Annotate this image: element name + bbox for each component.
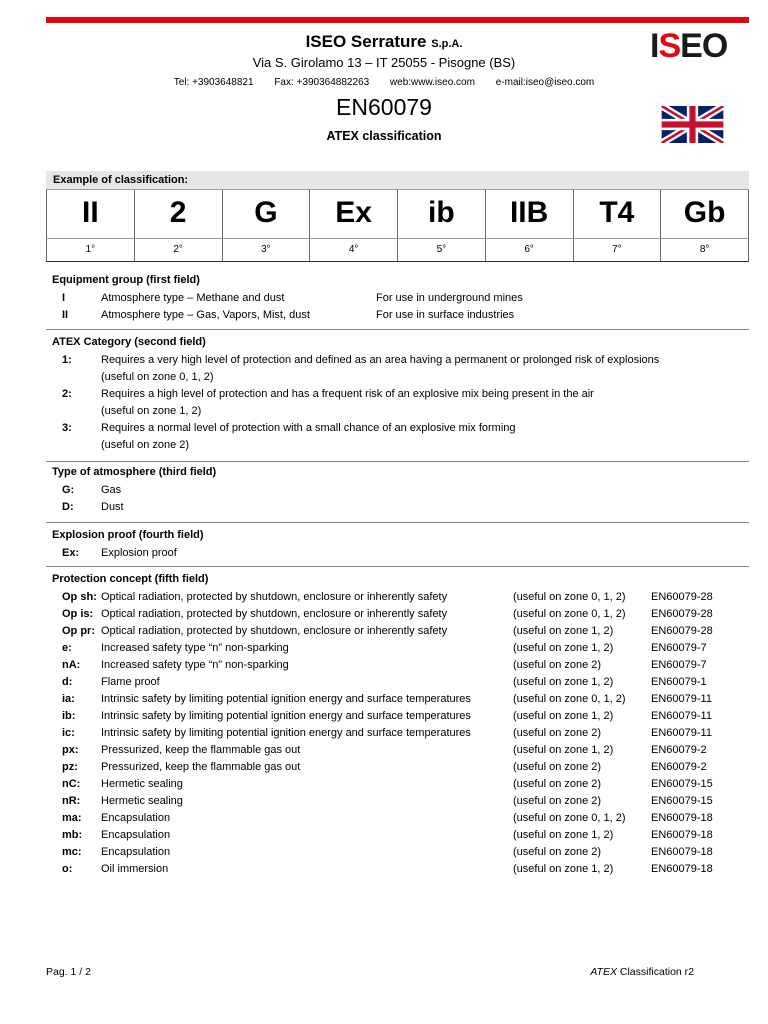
item-usage: (useful on zone 1, 2): [513, 744, 614, 756]
item-description: Atmosphere type – Gas, Vapors, Mist, dust: [101, 309, 310, 321]
company-suffix: S.p.A.: [431, 38, 463, 50]
item-usage: For use in surface industries: [376, 309, 515, 321]
item-description: Intrinsic safety by limiting potential ignition energy and surface temperatures: [101, 727, 471, 739]
item-code: nA:: [62, 659, 81, 671]
table-row: [46, 606, 749, 623]
list-item: [46, 482, 749, 499]
classification-code: II: [46, 190, 134, 238]
web-text: web:www.iseo.com: [389, 77, 475, 88]
item-standard: EN60079-1: [651, 676, 707, 688]
item-usage: (useful on zone 1, 2): [513, 710, 614, 722]
table-row: [46, 674, 749, 691]
item-standard: EN60079-2: [651, 744, 707, 756]
explosion-proof-section: [46, 529, 749, 562]
item-usage: (useful on zone 1, 2): [513, 625, 614, 637]
item-usage: (useful on zone 1, 2): [101, 405, 202, 417]
classification-position: 5°: [397, 239, 485, 261]
list-item-continuation: [46, 437, 749, 454]
page-number: Pag. 1 / 2: [46, 966, 91, 978]
classification-position: 2°: [134, 239, 222, 261]
classification-position: 7°: [573, 239, 661, 261]
list-item: [46, 386, 749, 403]
item-code: Op pr:: [62, 625, 95, 637]
document-subtitle: ATEX classification: [326, 129, 442, 143]
table-row: [46, 623, 749, 640]
item-code: 2:: [62, 388, 72, 400]
list-item: [46, 499, 749, 516]
item-description: Increased safety type “n” non-sparking: [101, 659, 289, 671]
classification-code: G: [222, 190, 310, 238]
item-description: Intrinsic safety by limiting potential ignition energy and surface temperatures: [101, 693, 471, 705]
item-description: Encapsulation: [101, 812, 171, 824]
company-address: Via S. Girolamo 13 – IT 25055 - Pisogne (BS): [252, 55, 516, 70]
table-row: [46, 691, 749, 708]
tel-text: Tel: +3903648821: [173, 77, 254, 88]
list-item: [46, 352, 749, 369]
table-row: [46, 827, 749, 844]
table-row: [46, 657, 749, 674]
item-standard: EN60079-28: [651, 625, 713, 637]
table-row: [46, 589, 749, 606]
company-name-text: ISEO Serrature: [305, 32, 427, 51]
item-standard: EN60079-18: [651, 863, 713, 875]
classification-code: Gb: [660, 190, 749, 238]
item-code: d:: [62, 676, 73, 688]
item-description: Atmosphere type – Methane and dust: [101, 292, 285, 304]
item-code: mc:: [62, 846, 82, 858]
item-code: Ex:: [62, 547, 80, 559]
item-code: e:: [62, 642, 72, 654]
item-usage: (useful on zone 2): [513, 659, 602, 671]
item-description: Explosion proof: [101, 547, 177, 559]
item-usage: (useful on zone 1, 2): [513, 676, 614, 688]
email-text: e-mail:iseo@iseo.com: [495, 77, 595, 88]
item-usage: (useful on zone 0, 1, 2): [513, 591, 626, 603]
item-description: Increased safety type “n” non-sparking: [101, 642, 289, 654]
item-standard: EN60079-11: [651, 693, 712, 705]
divider: [46, 461, 749, 462]
item-standard: EN60079-18: [651, 846, 713, 858]
document-reference-italic: ATEX: [590, 966, 617, 978]
item-standard: EN60079-2: [651, 761, 707, 773]
item-usage: (useful on zone 2): [101, 439, 190, 451]
top-red-bar: [46, 17, 749, 23]
item-standard: EN60079-7: [651, 642, 707, 654]
classification-code: Ex: [309, 190, 397, 238]
item-description: Hermetic sealing: [101, 778, 183, 790]
classification-position: 4°: [309, 239, 397, 261]
item-code: 3:: [62, 422, 72, 434]
list-item: [46, 545, 749, 562]
item-code: Op sh:: [62, 591, 97, 603]
table-row: [46, 844, 749, 861]
document-reference-rest: Classification r2: [616, 966, 694, 978]
list-item: [46, 307, 749, 324]
item-code: Op is:: [62, 608, 94, 620]
item-code: o:: [62, 863, 73, 875]
item-description: Oil immersion: [101, 863, 169, 875]
classification-example: [46, 171, 749, 262]
document-title: EN60079: [336, 94, 432, 120]
table-row: [46, 861, 749, 878]
divider: [46, 329, 749, 330]
table-row: [46, 708, 749, 725]
item-code: nR:: [62, 795, 81, 807]
classification-positions: [46, 239, 749, 261]
item-usage: For use in underground mines: [376, 292, 523, 304]
item-code: ia:: [62, 693, 75, 705]
item-code: 1:: [62, 354, 72, 366]
item-description: Pressurized, keep the flammable gas out: [101, 744, 301, 756]
item-code: G:: [62, 484, 75, 496]
classification-position: 3°: [222, 239, 310, 261]
item-standard: EN60079-18: [651, 812, 713, 824]
item-description: Optical radiation, protected by shutdown, enclosure or inherently safety: [101, 608, 448, 620]
item-usage: (useful on zone 0, 1, 2): [101, 371, 214, 383]
classification-codes: [46, 189, 749, 239]
divider: [46, 522, 749, 523]
iseo-logo: ISEO: [650, 27, 728, 65]
item-code: ib:: [62, 710, 76, 722]
atex-category-section: [46, 336, 749, 454]
contact-line: [0, 77, 768, 88]
classification-position: 8°: [660, 239, 749, 261]
section-heading: Type of atmosphere (third field): [52, 466, 217, 478]
item-code: ic:: [62, 727, 75, 739]
item-description: Optical radiation, protected by shutdown, enclosure or inherently safety: [101, 625, 448, 637]
section-heading: Equipment group (first field): [52, 274, 200, 286]
item-standard: EN60079-18: [651, 829, 713, 841]
item-code-spacer: [46, 403, 101, 420]
item-usage: (useful on zone 0, 1, 2): [513, 693, 626, 705]
item-usage: (useful on zone 0, 1, 2): [513, 812, 626, 824]
item-description: Gas: [101, 484, 122, 496]
document-reference: [590, 966, 694, 978]
item-usage: (useful on zone 2): [513, 846, 602, 858]
item-code-spacer: [46, 369, 101, 386]
item-code: pz:: [62, 761, 78, 773]
item-usage: (useful on zone 2): [513, 761, 602, 773]
section-heading: Explosion proof (fourth field): [52, 529, 204, 541]
item-code: II: [62, 309, 69, 321]
divider: [46, 566, 749, 567]
protection-concept-section: [46, 573, 749, 878]
table-row: [46, 725, 749, 742]
equipment-group-section: [46, 274, 749, 324]
classification-heading: Example of classification:: [46, 171, 749, 189]
item-code: D:: [62, 501, 74, 513]
item-usage: (useful on zone 0, 1, 2): [513, 608, 626, 620]
section-heading: ATEX Category (second field): [52, 336, 206, 348]
fax-text: Fax: +390364882263: [274, 77, 370, 88]
item-description: Encapsulation: [101, 829, 171, 841]
item-description: Requires a high level of protection and has a frequent risk of an explosive mix being present in the air: [101, 388, 594, 400]
classification-code: 2: [134, 190, 222, 238]
classification-code: IIB: [485, 190, 573, 238]
item-code: px:: [62, 744, 79, 756]
item-usage: (useful on zone 2): [513, 727, 602, 739]
item-description: Encapsulation: [101, 846, 171, 858]
uk-flag-icon: [661, 106, 724, 143]
item-code: mb:: [62, 829, 83, 841]
item-description: Requires a normal level of protection with a small chance of an explosive mix forming: [101, 422, 516, 434]
item-usage: (useful on zone 2): [513, 795, 602, 807]
table-row: [46, 742, 749, 759]
classification-position: 6°: [485, 239, 573, 261]
item-description: Intrinsic safety by limiting potential ignition energy and surface temperatures: [101, 710, 471, 722]
item-usage: (useful on zone 2): [513, 778, 602, 790]
item-usage: (useful on zone 1, 2): [513, 642, 614, 654]
list-item-continuation: [46, 369, 749, 386]
item-description: Flame proof: [101, 676, 160, 688]
item-description: Hermetic sealing: [101, 795, 183, 807]
item-standard: EN60079-28: [651, 608, 713, 620]
item-usage: (useful on zone 1, 2): [513, 829, 614, 841]
list-item-continuation: [46, 403, 749, 420]
table-row: [46, 759, 749, 776]
item-usage: (useful on zone 1, 2): [513, 863, 614, 875]
classification-code: T4: [573, 190, 661, 238]
item-standard: EN60079-7: [651, 659, 707, 671]
table-row: [46, 776, 749, 793]
item-description: Pressurized, keep the flammable gas out: [101, 761, 301, 773]
item-description: Optical radiation, protected by shutdown, enclosure or inherently safety: [101, 591, 448, 603]
section-heading: Protection concept (fifth field): [52, 573, 209, 585]
item-description: Dust: [101, 501, 124, 513]
table-row: [46, 793, 749, 810]
item-code: nC:: [62, 778, 81, 790]
divider: [46, 261, 749, 262]
classification-position: 1°: [46, 239, 134, 261]
item-code: I: [62, 292, 66, 304]
item-code-spacer: [46, 437, 101, 454]
table-row: [46, 810, 749, 827]
item-standard: EN60079-28: [651, 591, 713, 603]
item-standard: EN60079-15: [651, 778, 713, 790]
table-row: [46, 640, 749, 657]
item-code: ma:: [62, 812, 82, 824]
classification-code: ib: [397, 190, 485, 238]
item-description: Requires a very high level of protection and defined as an area having a permanent or prolonged risk of explosions: [101, 354, 660, 366]
atmosphere-section: [46, 466, 749, 516]
item-standard: EN60079-15: [651, 795, 713, 807]
list-item: [46, 420, 749, 437]
item-standard: EN60079-11: [651, 710, 712, 722]
list-item: [46, 290, 749, 307]
item-standard: EN60079-11: [651, 727, 712, 739]
